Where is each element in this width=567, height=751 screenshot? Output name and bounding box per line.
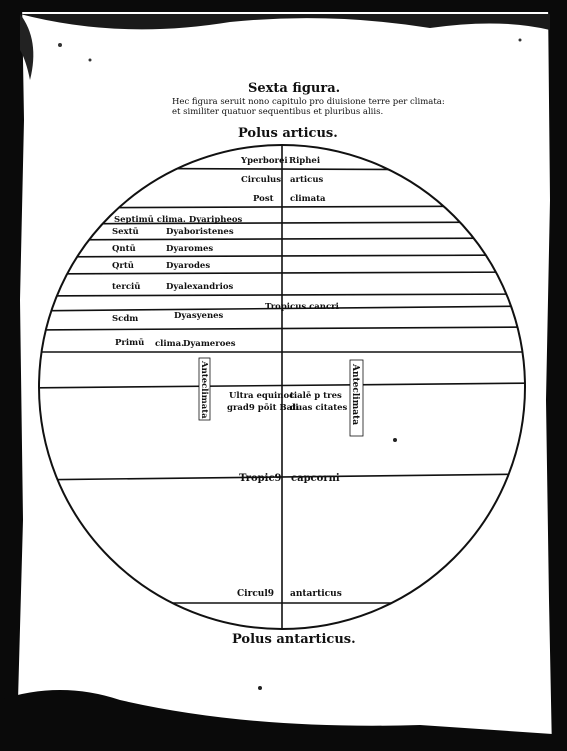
caption-line-1: Hec figura seruit nono capitulo pro diuisione terre per climata: (172, 97, 445, 107)
label-circulus-bottom: Circul9 (237, 589, 275, 599)
label-dyaboristenes: Dyaboristenes (166, 227, 234, 237)
south-pole-label: Polus antarticus. (232, 632, 356, 647)
label-antarticus: antarticus (290, 589, 342, 599)
zone-line (20, 294, 540, 296)
label-quintum: Qntū (112, 244, 136, 254)
label-quartum: Qrtū (112, 261, 134, 271)
label-ultra-left-2: grad9 pōit Bali (227, 403, 299, 413)
label-capricorni: capcorni (291, 473, 340, 484)
label-dyaromes: Dyaromes (166, 244, 214, 254)
label-septimum: Septimū clima. Dyaripheos (114, 215, 243, 225)
label-tropicus-cancri: Tropicus cancri (265, 302, 339, 312)
label-post: Post (253, 194, 274, 204)
label-ultra-right-2: duas citates (290, 403, 348, 413)
label-tertium: terciū (112, 282, 141, 292)
zone-line (20, 272, 540, 274)
label-dyarodes: Dyarodes (166, 261, 211, 271)
polar-circle-line (20, 168, 540, 170)
label-anteclimata-right: Anteclimata (350, 364, 360, 426)
label-ultra-left-1: Ultra equinoc (229, 391, 295, 401)
zone-line (20, 206, 540, 208)
label-anteclimata-left: Anteclimata (199, 361, 209, 419)
label-secundum: Scdm (112, 314, 139, 324)
label-articus: articus (290, 175, 324, 185)
caption-line-2: et similiter quatuor sequentibus et pluribus aliis. (172, 107, 384, 117)
label-clima: clima. (155, 339, 185, 349)
label-sextum: Sextū (112, 227, 139, 237)
label-tropicus: Tropic9 (239, 473, 282, 484)
label-primum: Primū (115, 338, 145, 348)
climate-diagram (20, 140, 540, 632)
label-dyasyenes: Dyasyenes (174, 311, 224, 321)
label-climata: climata (290, 194, 326, 204)
label-hyperborei: Yperborei (241, 156, 288, 166)
zone-line (20, 255, 540, 257)
label-dyameroes: Dyameroes (183, 339, 236, 349)
north-pole-label: Polus articus. (238, 126, 338, 141)
equator-line (20, 383, 540, 388)
label-circulus-top: Circulus (241, 175, 282, 185)
zone-line (20, 238, 540, 240)
label-ultra-right-1: tialē p tres (290, 391, 342, 401)
label-riphei: Riphei (289, 156, 321, 166)
figure-title: Sexta figura. (248, 81, 341, 96)
label-dyalexandrios: Dyalexandrios (166, 282, 234, 292)
zone-line (20, 327, 540, 330)
